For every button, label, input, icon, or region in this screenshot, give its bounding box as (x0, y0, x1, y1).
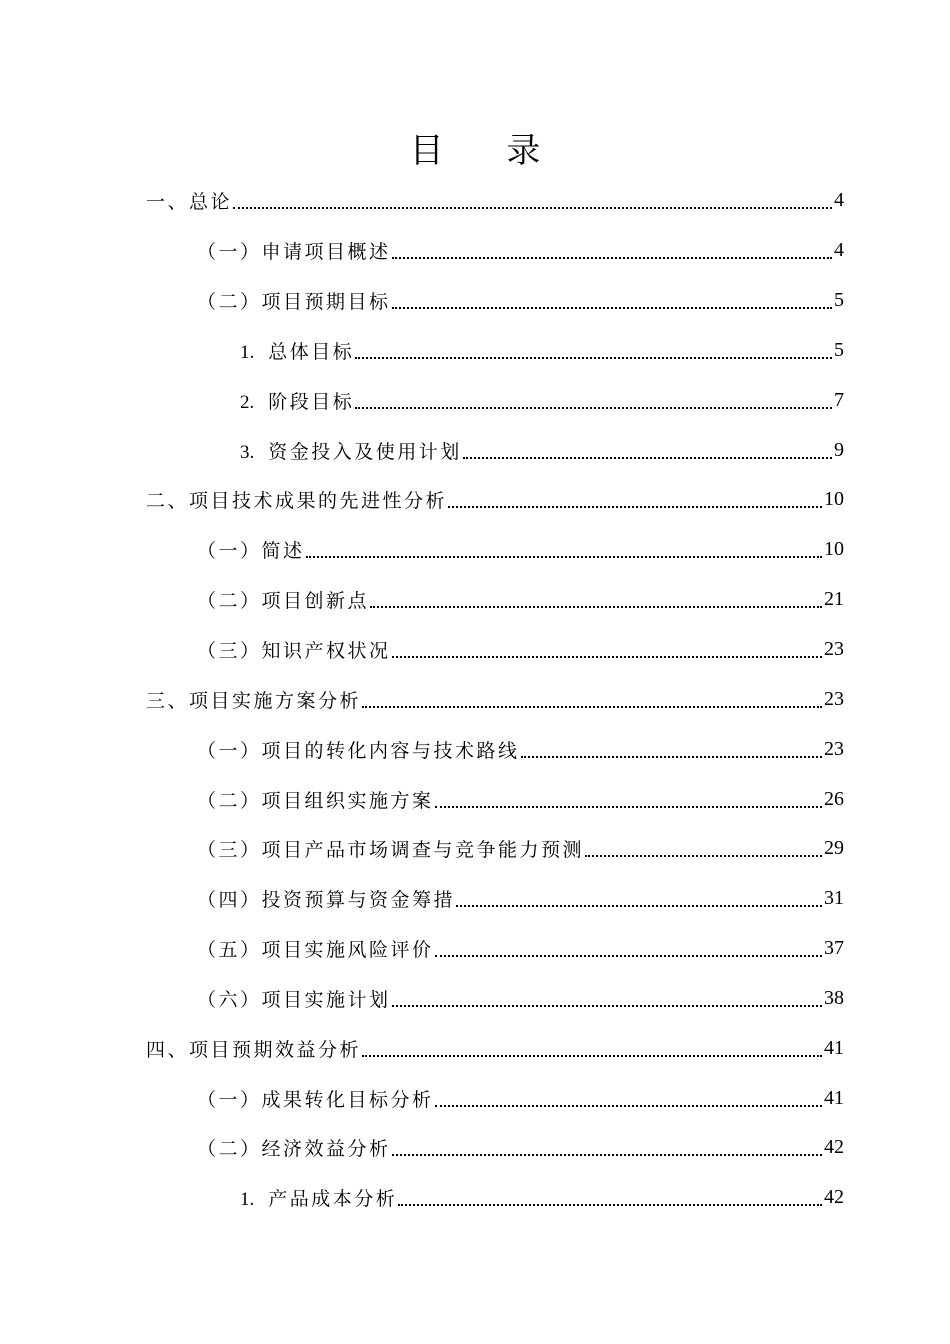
toc-entry-text: 三、项目实施方案分析 (146, 689, 362, 712)
toc-entry-level2[interactable] (0, 1123, 950, 1173)
toc-entry-level1[interactable] (0, 475, 950, 525)
toc-entry-text: （四）投资预算与资金筹措 (197, 889, 456, 912)
toc-entry-level2[interactable] (0, 1073, 950, 1123)
toc-list (0, 176, 950, 1223)
toc-entry-label (197, 636, 391, 663)
toc-entry-page-number: 23 (824, 638, 844, 661)
toc-entry-level1[interactable] (0, 176, 950, 226)
toc-entry-level1[interactable] (0, 1023, 950, 1073)
toc-entry-text: （二）经济效益分析 (197, 1138, 391, 1161)
toc-entry-text: （一）简述 (197, 540, 305, 563)
toc-entry-level1[interactable] (0, 674, 950, 724)
toc-entry-text: 资金投入及使用计划 (268, 440, 462, 463)
toc-dot-leader (392, 655, 822, 658)
toc-dot-leader (233, 206, 832, 209)
toc-entry-level2[interactable] (0, 774, 950, 824)
toc-dot-leader (392, 1153, 822, 1156)
toc-entry-number: 1. (240, 341, 255, 363)
toc-entry-text: （一）项目的转化内容与技术路线 (197, 739, 520, 762)
toc-entry-page-number: 41 (824, 1036, 844, 1059)
toc-entry-label (240, 337, 354, 364)
toc-dot-leader (355, 356, 832, 359)
toc-entry-label (240, 437, 462, 464)
toc-entry-page-number: 41 (824, 1086, 844, 1109)
toc-entry-label (197, 287, 391, 314)
toc-entry-page-number: 10 (824, 488, 844, 511)
toc-entry-label (197, 935, 434, 962)
toc-dot-leader (435, 954, 822, 957)
toc-dot-leader (585, 854, 822, 857)
toc-entry-page-number: 37 (824, 937, 844, 960)
toc-entry-label (197, 835, 584, 862)
toc-dot-leader (370, 605, 822, 608)
toc-entry-page-number: 10 (824, 538, 844, 561)
toc-entry-page-number: 38 (824, 986, 844, 1009)
toc-entry-label (197, 985, 391, 1012)
toc-entry-page-number: 4 (834, 189, 844, 212)
toc-entry-level3[interactable] (0, 425, 950, 475)
toc-entry-page-number: 23 (824, 687, 844, 710)
toc-entry-label (240, 1184, 397, 1211)
toc-entry-page-number: 23 (824, 737, 844, 760)
toc-entry-level2[interactable] (0, 625, 950, 675)
toc-entry-page-number: 42 (824, 1136, 844, 1159)
toc-entry-label (240, 387, 354, 414)
toc-dot-leader (306, 555, 822, 558)
toc-title: 目 录 (409, 131, 567, 171)
toc-dot-leader (456, 904, 822, 907)
toc-entry-text: （三）知识产权状况 (197, 640, 391, 663)
toc-dot-leader (435, 1104, 822, 1107)
toc-entry-page-number: 26 (824, 787, 844, 810)
toc-dot-leader (392, 256, 832, 259)
toc-entry-page-number: 4 (834, 239, 844, 262)
toc-entry-text: 四、项目预期效益分析 (146, 1038, 362, 1061)
toc-entry-text: 一、总论 (146, 191, 233, 214)
toc-dot-leader (355, 406, 832, 409)
toc-entry-label (197, 786, 434, 813)
toc-entry-label (197, 586, 369, 613)
toc-entry-level3[interactable] (0, 1173, 950, 1223)
toc-entry-number: 2. (240, 391, 255, 413)
toc-entry-page-number: 5 (834, 338, 844, 361)
toc-entry-level2[interactable] (0, 974, 950, 1024)
toc-entry-label (197, 885, 455, 912)
toc-dot-leader (521, 755, 822, 758)
toc-entry-label (146, 187, 232, 214)
toc-entry-page-number: 9 (834, 438, 844, 461)
toc-entry-number: 3. (240, 441, 255, 463)
toc-entry-text: （五）项目实施风险评价 (197, 939, 434, 962)
toc-entry-number: 1. (240, 1189, 255, 1211)
toc-entry-label (197, 1085, 434, 1112)
toc-dot-leader (392, 306, 832, 309)
toc-entry-page-number: 29 (824, 837, 844, 860)
toc-dot-leader (435, 805, 822, 808)
toc-entry-level3[interactable] (0, 326, 950, 376)
toc-dot-leader (362, 705, 822, 708)
toc-entry-level2[interactable] (0, 874, 950, 924)
toc-entry-text: （一）申请项目概述 (197, 241, 391, 264)
toc-entry-text: （二）项目创新点 (197, 590, 370, 613)
toc-entry-text: （六）项目实施计划 (197, 988, 391, 1011)
toc-entry-label (146, 486, 447, 513)
toc-entry-label (197, 237, 391, 264)
toc-dot-leader (362, 1054, 822, 1057)
toc-entry-page-number: 5 (834, 289, 844, 312)
toc-entry-page-number: 7 (834, 388, 844, 411)
toc-entry-level2[interactable] (0, 575, 950, 625)
toc-entry-level2[interactable] (0, 276, 950, 326)
toc-entry-text: （二）项目组织实施方案 (197, 789, 434, 812)
toc-dot-leader (398, 1203, 822, 1206)
toc-entry-label (146, 686, 361, 713)
toc-entry-level3[interactable] (0, 375, 950, 425)
toc-entry-text: 阶段目标 (268, 390, 355, 413)
toc-dot-leader (392, 1004, 822, 1007)
toc-entry-text: 二、项目技术成果的先进性分析 (146, 490, 448, 513)
toc-entry-page-number: 21 (824, 588, 844, 611)
toc-entry-text: （二）项目预期目标 (197, 291, 391, 314)
toc-entry-label (197, 536, 305, 563)
toc-entry-level2[interactable] (0, 525, 950, 575)
toc-entry-page-number: 31 (824, 887, 844, 910)
toc-entry-label (146, 1035, 361, 1062)
toc-entry-text: （一）成果转化目标分析 (197, 1088, 434, 1111)
toc-entry-text: 产品成本分析 (268, 1188, 398, 1211)
toc-entry-level2[interactable] (0, 724, 950, 774)
toc-entry-label (197, 736, 520, 763)
toc-entry-label (197, 1134, 391, 1161)
toc-dot-leader (448, 505, 822, 508)
toc-entry-text: （三）项目产品市场调查与竞争能力预测 (197, 839, 585, 862)
toc-entry-level2[interactable] (0, 924, 950, 974)
toc-entry-level2[interactable] (0, 226, 950, 276)
toc-entry-level2[interactable] (0, 824, 950, 874)
toc-dot-leader (463, 456, 832, 459)
toc-entry-text: 总体目标 (268, 340, 355, 363)
toc-entry-page-number: 42 (824, 1186, 844, 1209)
